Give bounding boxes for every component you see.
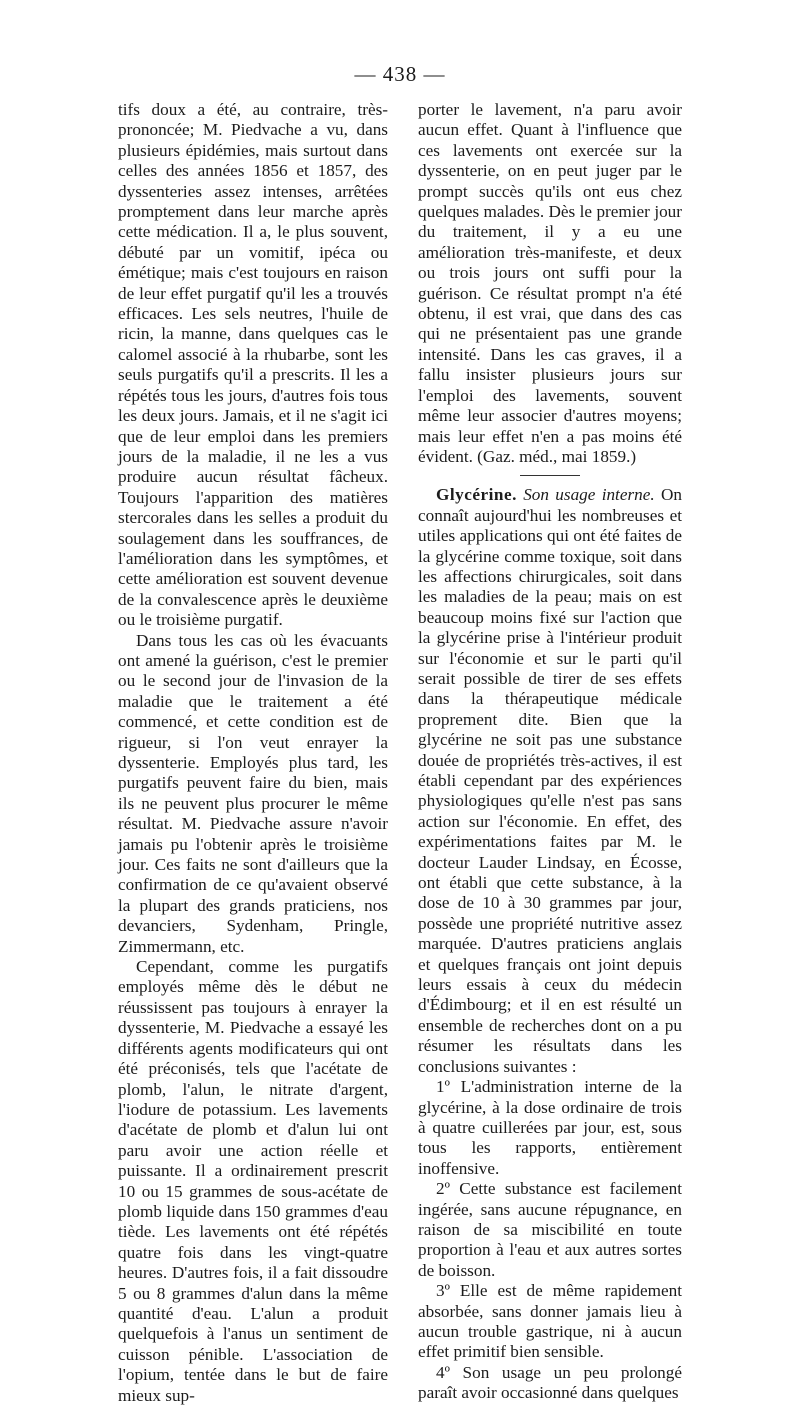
section-subtitle: Son usage interne. (523, 485, 655, 505)
left-paragraph-3: Cependant, comme les purgatifs employés même dès le début ne réussissent pas toujours à enrayer la dyssenterie, M. Piedvache a essayé les différents agents modificateurs qui ont été préconisés, tels que l'acétate de plomb, l'alun, le nitrate d'argent, l'iodure de potassium. Les lavements d'acétate de plomb et d'alun lui ont paru avoir une action réelle et puissante. Il a ordinairement prescrit 10 ou 15 grammes de sous-acétate de plomb liquide dans 150 grammes d'eau tiède. Les lavements ont été répétés quatre fois dans les vingt-quatre heures. D'autres fois, il a fait dissoudre 5 ou 8 grammes d'alun dans la même quantité d'eau. L'alun a produit quelquefois à l'anus un sentiment de cuisson pénible. L'association de l'opium, tentée dans le but de faire mieux sup- (118, 957, 388, 1405)
conclusion-item-1: 1º L'administration interne de la glycérine, à la dose ordinaire de trois à quatre cuillerées par jour, est, sous tous les rapports, entièrement inoffensive. (418, 1077, 682, 1178)
left-paragraph-1: tifs doux a été, au contraire, très-prononcée; M. Piedvache a vu, dans plusieurs épidémies, mais surtout dans celles des années 1856 et 1857, des dyssenteries assez intenses, arrêtées promptement dans leur marche après cette médication. Il a, le plus souvent, débuté par un vomitif, ipéca ou émétique; mais c'est toujours en raison de leur effet purgatif qu'il les a trouvés efficaces. Les sels neutres, l'huile de ricin, la manne, dans quelques cas le calomel associé à la rhubarbe, sont les seuls purgatifs qu'il a prescrits. Il les a répétés tous les jours, d'autres fois tous les deux jours. Jamais, et il ne s'agit ici que de leur emploi dans les premiers jours de la maladie, il ne les a vus produire aucun résultat fâcheux. Toujours l'apparition des matières stercorales dans les selles a produit du soulagement dans les souffrances, de l'amélioration dans les symptômes, et cette amélioration est souvent devenue de la convalescence après le deuxième ou le troisième purgatif. (118, 100, 388, 630)
section-heading: Glycérine. (436, 485, 517, 505)
page-number: — 438 — (354, 62, 446, 86)
section-divider (520, 475, 580, 476)
glycerine-section-intro (418, 485, 682, 1077)
conclusion-item-3: 3º Elle est de même rapidement absorbée, sans donner jamais lieu à aucun trouble gastrique, ni à aucun effet primitif bien sensible. (418, 1281, 682, 1362)
right-column (418, 100, 682, 1404)
left-column (118, 100, 388, 1406)
right-continuation-paragraph: porter le lavement, n'a paru avoir aucun effet. Quant à l'influence que ces lavements ont exercée sur la dyssenterie, on en peut juger par le prompt succès qu'ils ont eus chez quelques malades. Dès le premier jour du traitement, il y a eu une amélioration très-manifeste, et deux ou trois jours ont suffi pour la guérison. Ce résultat prompt n'a été obtenu, il est vrai, que dans des cas qui ne présentaient pas une grande intensité. Dans les cas graves, il a fallu insister plusieurs jours sur l'emploi des lavements, souvent même leur associer d'autres moyens; mais leur effet n'en a pas moins été évident. (Gaz. méd., mai 1859.) (418, 100, 682, 466)
left-paragraph-2: Dans tous les cas où les évacuants ont amené la guérison, c'est le premier ou le second jour de l'invasion de la maladie que le traitement a été commencé, et cette condition est de rigueur, si l'on veut enrayer la dyssenterie. Employés plus tard, les purgatifs peuvent faire du bien, mais ils ne peuvent plus procurer le même résultat. M. Piedvache assure n'avoir jamais pu l'obtenir après le troisième jour. Ces faits ne sont d'ailleurs que la confirmation de ce qu'avaient observé la plupart des grands praticiens, nos devanciers, Sydenham, Pringle, Zimmermann, etc. (118, 630, 388, 956)
conclusion-item-4: 4º Son usage un peu prolongé paraît avoir occasionné dans quelques (418, 1362, 682, 1403)
conclusion-item-2: 2º Cette substance est facilement ingérée, sans aucune répugnance, en raison de sa miscibilité en toute proportion à l'eau et aux autres sortes de boisson. (418, 1179, 682, 1280)
section-intro-text: On connaît aujourd'hui les nombreuses et utiles applications qui ont été faites de la glycérine comme toxique, soit dans les affections chirurgicales, soit dans les maladies de la peau; mais on est beaucoup moins fixé sur l'action que la glycérine prise à l'intérieur produit sur l'économie et sur le parti qu'il serait possible de tirer de ses effets dans la thérapeutique médicale proprement dite. Bien que la glycérine ne soit pas une substance douée de propriétés très-actives, il est établi cependant par des expériences physiologiques qu'elle n'est pas sans action sur l'économie. En effet, des expérimentations faites par M. le docteur Lauder Lindsay, en Écosse, ont établi que cette substance, à la dose de 10 à 30 grammes par jour, possède une propriété nutritive assez marquée. D'autres praticiens anglais et quelques français ont joint depuis leurs essais à ceux du médecin d'Édimbourg; et il en est résulté un ensemble de recherches dont on a pu résumer les résultats dans les conclusions suivantes : (418, 485, 683, 1076)
